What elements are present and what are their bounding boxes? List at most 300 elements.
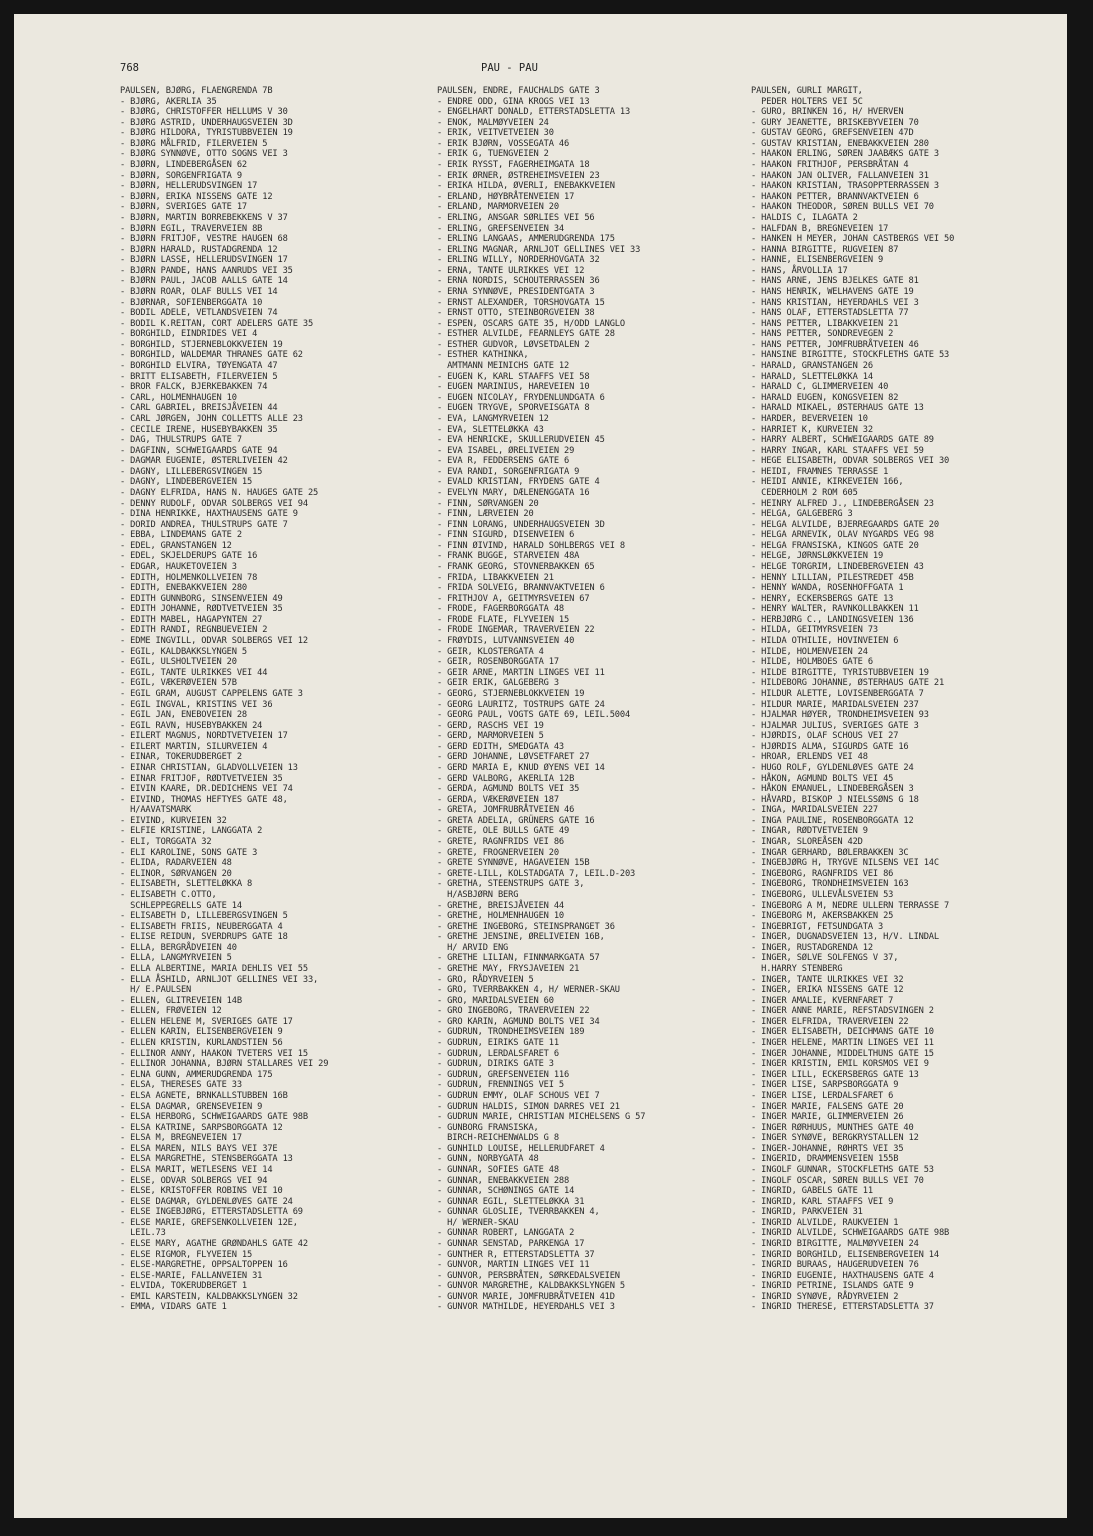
directory-entry: - HELGE TORGRIM, LINDEBERGVEIEN 43	[751, 562, 924, 573]
directory-entry: - ELFIE KRISTINE, LANGGATA 2	[120, 826, 263, 837]
directory-entry: - CARL, HOLMENHAUGEN 10	[120, 392, 237, 403]
directory-entry: - HANS OLAF, ETTERSTADSLETTA 77	[751, 308, 909, 319]
directory-entry: - ERIK G, TUENGVEIEN 2	[437, 149, 549, 160]
directory-entry: - ENOK, MALMØYVEIEN 24	[437, 117, 549, 128]
directory-entry: - GUDRUN EMMY, OLAF SCHOUS VEI 7	[437, 1090, 600, 1101]
directory-entry: - HARDER, BEVERVEIEN 10	[751, 413, 868, 424]
directory-entry: - EDITH GUNNBORG, SINSENVEIEN 49	[120, 593, 283, 604]
directory-entry: - HILDA OTHILIE, HOVINVEIEN 6	[751, 636, 899, 647]
directory-entry: - ELSA DAGMAR, GRENSEVEIEN 9	[120, 1101, 263, 1112]
directory-entry: - ELISE REIDUN, SVERDRUPS GATE 18	[120, 932, 288, 943]
directory-entry: - GUNNAR, SCHØNINGS GATE 14	[437, 1186, 575, 1197]
directory-entry: PEDER HOLTERS VEI 5C	[751, 96, 863, 107]
directory-entry: - INGAR, RØDTVETVEIEN 9	[751, 826, 868, 837]
directory-entry: - GRETHE JENSINE, ØRELIVEIEN 16B,	[437, 932, 605, 943]
scan-border-bottom	[0, 1518, 1093, 1536]
directory-entry: - HANS KRISTIAN, HEYERDAHLS VEI 3	[751, 297, 919, 308]
directory-entry: - ENGELHART DONALD, ETTERSTADSLETTA 13	[437, 107, 631, 118]
directory-entry: - GEIR, KLOSTERGATA 4	[437, 646, 544, 657]
directory-entry: - ESPEN, OSCARS GATE 35, H/ODD LANGLO	[437, 318, 625, 329]
directory-entry: - BJØRN PANDE, HANS AANRUDS VEI 35	[120, 265, 293, 276]
directory-entry: - GUDRUN MARIE, CHRISTIAN MICHELSENS G 57	[437, 1112, 646, 1123]
directory-entry: - HANS PETTER, LIBAKKVEIEN 21	[751, 318, 899, 329]
directory-entry: - FINN, SØRVANGEN 20	[437, 498, 539, 509]
directory-entry: - GEIR ARNE, MARTIN LINGES VEI 11	[437, 667, 605, 678]
directory-entry: - EGIL, KALDBAKKSLYNGEN 5	[120, 646, 248, 657]
directory-entry: - BJØRN, MARTIN BORREBEKKENS V 37	[120, 212, 288, 223]
directory-entry: - GRETHE LILIAN, FINNMARKGATA 57	[437, 953, 600, 964]
directory-entry: - ELLA, LANGMYRVEIEN 5	[120, 953, 232, 964]
directory-entry: - GERD, MARMORVEIEN 5	[437, 731, 544, 742]
directory-entry: - BJØRN FRITJOF, VESTRE HAUGEN 68	[120, 234, 288, 245]
directory-entry: - INGER ELFRIDA, TRAVERVEIEN 22	[751, 1016, 909, 1027]
directory-entry: - ESTHER KATHINKA,	[437, 350, 529, 361]
directory-entry: - INGER, SØLVE SOLFENGS V 37,	[751, 953, 899, 964]
directory-entry: - ELSE MARY, AGATHE GRØNDAHLS GATE 42	[120, 1239, 308, 1250]
directory-entry: - INGRID PETRINE, ISLANDS GATE 9	[751, 1281, 914, 1292]
directory-entry: - BORGHILD, STJERNEBLOKKVEIEN 19	[120, 339, 283, 350]
page-number: 768	[120, 62, 139, 74]
directory-entry: - ELSA MARIT, WETLESENS VEI 14	[120, 1164, 273, 1175]
directory-entry: - INGRID, KARL STAAFFS VEI 9	[751, 1196, 894, 1207]
directory-entry: - ERNA SYNNØVE, PRESIDENTGATA 3	[437, 286, 595, 297]
directory-entry: - EIVIND, THOMAS HEFTYES GATE 48,	[120, 794, 288, 805]
directory-entry: - BJØRN, ERIKA NISSENS GATE 12	[120, 191, 273, 202]
directory-entry: - ERLING LANGAAS, AMMERUDGRENDA 175	[437, 234, 615, 245]
directory-entry: - EVA ISABEL, ØRELIVEIEN 29	[437, 445, 575, 456]
directory-entry: - ELLA ÅSHILD, ARNLJOT GELLINES VEI 33,	[120, 974, 319, 985]
directory-entry: - HILDUR ALETTE, LOVISENBERGGATA 7	[751, 688, 924, 699]
directory-entry: - GRETE, RAGNFRIDS VEI 86	[437, 837, 565, 848]
directory-entry: - GUDRUN, TRONDHEIMSVEIEN 189	[437, 1027, 585, 1038]
directory-entry: - DAGNY, LILLEBERGSVINGEN 15	[120, 466, 263, 477]
directory-entry: - EGIL JAN, ENEBOVEIEN 28	[120, 710, 248, 721]
directory-entry: - INGEBORG M, AKERSBAKKEN 25	[751, 911, 894, 922]
directory-entry: - GUNTHER R, ETTERSTADSLETTA 37	[437, 1249, 595, 1260]
directory-entry: - DENNY RUDOLF, ODVAR SOLBERGS VEI 94	[120, 498, 308, 509]
directory-entry: - GRETHA, STEENSTRUPS GATE 3,	[437, 879, 585, 890]
directory-entry: - GUDRUN HALDIS, SIMON DARRES VEI 21	[437, 1101, 620, 1112]
directory-entry: - HANSINE BIRGITTE, STOCKFLETHS GATE 53	[751, 350, 950, 361]
directory-entry: - BJØRN, SVERIGES GATE 17	[120, 202, 248, 213]
directory-entry: - INGRID BIRGITTE, MALMØYVEIEN 24	[751, 1239, 919, 1250]
directory-entry: - EVA, SLETTELØKKA 43	[437, 424, 544, 435]
directory-entry: - GURO, BRINKEN 16, H/ HVERVEN	[751, 107, 904, 118]
directory-entry: - HANS HENRIK, WELHAVENS GATE 19	[751, 286, 914, 297]
directory-column-2	[437, 86, 747, 1313]
directory-entry: - HARRIET K, KURVEIEN 32	[751, 424, 873, 435]
directory-entry: - INGER, DUGNADSVEIEN 13, H/V. LINDAL	[751, 932, 939, 943]
directory-entry: - ERIK ØRNER, ØSTREHEIMSVEIEN 23	[437, 170, 600, 181]
directory-entry: - GRO, RÅDYRVEIEN 5	[437, 974, 534, 985]
directory-entry: - GUNBORG FRANSISKA,	[437, 1122, 539, 1133]
directory-entry: - GUDRUN, DIRIKS GATE 3	[437, 1059, 554, 1070]
directory-entry: - ELLEN HELENE M, SVERIGES GATE 17	[120, 1016, 293, 1027]
directory-entry: - HANS PETTER, JOMFRUBRÅTVEIEN 46	[751, 339, 919, 350]
directory-entry: - ERIK BJØRN, VOSSEGATA 46	[437, 138, 570, 149]
directory-entry: - DAGMAR EUGENIE, ØSTERLIVEIEN 42	[120, 456, 288, 467]
directory-entry: - HARALD, GRANSTANGEN 26	[751, 361, 873, 372]
directory-entry: - ELISABETH D, LILLEBERGSVINGEN 5	[120, 911, 288, 922]
directory-entry: - GUDRUN, GREFSENVEIEN 116	[437, 1069, 570, 1080]
directory-entry: - EDITH MABEL, HAGAPYNTEN 27	[120, 614, 263, 625]
directory-entry: - HÅVARD, BISKOP J NIELSSØNS G 18	[751, 794, 919, 805]
directory-entry: - INGEBORG, ULLEVÅLSVEIEN 53	[751, 889, 894, 900]
directory-entry: - INGA PAULINE, ROSENBORGGATA 12	[751, 815, 914, 826]
directory-entry: - GERDA, AGMUND BOLTS VEI 35	[437, 784, 580, 795]
directory-entry: - EVA R, FEDDERSENS GATE 6	[437, 456, 570, 467]
directory-entry: - INGAR, SLOREÅSEN 42D	[751, 837, 863, 848]
directory-entry: - GRO, MARIDALSVEIEN 60	[437, 995, 554, 1006]
directory-entry: - GEORG PAUL, VOGTS GATE 69, LEIL.5004	[437, 710, 631, 721]
directory-entry: - GUNVOR MATHILDE, HEYERDAHLS VEI 3	[437, 1302, 615, 1313]
directory-entry: - ELLEN, FRØVEIEN 12	[120, 1006, 222, 1017]
directory-entry: - GUSTAV KRISTIAN, ENEBAKKVEIEN 280	[751, 138, 929, 149]
directory-entry: - HAAKON THEODOR, SØREN BULLS VEI 70	[751, 202, 934, 213]
directory-entry: - EGIL, ULSHOLTVEIEN 20	[120, 657, 237, 668]
directory-entry: - GRO, TVERRBAKKEN 4, H/ WERNER-SKAU	[437, 985, 620, 996]
directory-entry: - GUNNAR GLOSLIE, TVERRBAKKEN 4,	[437, 1207, 600, 1218]
directory-entry: - FRANK GEORG, STOVNERBAKKEN 65	[437, 562, 595, 573]
scan-border-left	[0, 0, 14, 1536]
directory-entry: - GRETA, JOMFRUBRÅTVEIEN 46	[437, 805, 575, 816]
directory-entry: - GERDA, VÆKERØVEIEN 187	[437, 794, 559, 805]
directory-entry: - HILDE, HOLMBOES GATE 6	[751, 657, 873, 668]
directory-entry: - GRETHE, HOLMENHAUGEN 10	[437, 911, 565, 922]
directory-entry: - HILDUR MARIE, MARIDALSVEIEN 237	[751, 699, 919, 710]
directory-entry: - HARRY INGAR, KARL STAAFFS VEI 59	[751, 445, 924, 456]
directory-entry: CEDERHOLM 2 ROM 605	[751, 487, 858, 498]
directory-entry: - HENRY, ECKERSBERGS GATE 13	[751, 593, 894, 604]
directory-entry: - GUNVOR MARIE, JOMFRUBRÅTVEIEN 41D	[437, 1291, 615, 1302]
directory-entry: - BJØRG ASTRID, UNDERHAUGSVEIEN 3D	[120, 117, 293, 128]
directory-entry: - HELGA ALVILDE, BJERREGAARDS GATE 20	[751, 519, 939, 530]
directory-entry: - EILERT MARTIN, SILURVEIEN 4	[120, 741, 268, 752]
directory-entry: - EILERT MAGNUS, NORDTVETVEIEN 17	[120, 731, 288, 742]
directory-entry: - ERLAND, MARMORVEIEN 20	[437, 202, 559, 213]
directory-entry: - HENNY WANDA, ROSENHOFFGATA 1	[751, 583, 904, 594]
directory-entry: - GERD EDITH, SMEDGATA 43	[437, 741, 565, 752]
directory-entry: - CARL JØRGEN, JOHN COLLETTS ALLE 23	[120, 413, 303, 424]
directory-entry: - BORGHILD ELVIRA, TØYENGATA 47	[120, 361, 278, 372]
directory-entry: LEIL.73	[120, 1228, 166, 1239]
directory-entry: - HELGA FRANSISKA, KINGOS GATE 20	[751, 540, 919, 551]
directory-entry: BIRCH-REICHENWALDS G 8	[437, 1133, 559, 1144]
directory-entry: - ERNA, TANTE ULRIKKES VEI 12	[437, 265, 585, 276]
directory-entry: - GUNVOR MARGRETHE, KALDBAKKSLYNGEN 5	[437, 1281, 625, 1292]
directory-entry: - HENRY WALTER, RAVNKOLLBAKKEN 11	[751, 604, 919, 615]
directory-entry: - ELSE RIGMOR, FLYVEIEN 15	[120, 1249, 253, 1260]
scan-border-top	[0, 0, 1093, 14]
directory-entry: - EDITH, ENEBAKKVEIEN 280	[120, 583, 248, 594]
directory-entry: - GEIR ERIK, GALGEBERG 3	[437, 678, 559, 689]
directory-entry: - GEORG, STJERNEBLOKKVEIEN 19	[437, 688, 585, 699]
directory-entry: - ELSA, THERESES GATE 33	[120, 1080, 242, 1091]
directory-entry: - INGEBORG, RAGNFRIDS VEI 86	[751, 868, 894, 879]
directory-entry: - BODIL K.REITAN, CORT ADELERS GATE 35	[120, 318, 314, 329]
directory-entry: - HJALMAR JULIUS, SVERIGES GATE 3	[751, 720, 919, 731]
directory-entry: - INGERID, DRAMMENSVEIEN 155B	[751, 1154, 899, 1165]
directory-entry: - INGEBORG, TRONDHEIMSVEIEN 163	[751, 879, 909, 890]
directory-entry: - HEINRY ALFRED J., LINDEBERGÅSEN 23	[751, 498, 934, 509]
directory-entry: - BJØRG, AKERLIA 35	[120, 96, 217, 107]
directory-entry: - ELSE, ODVAR SOLBERGS VEI 94	[120, 1175, 268, 1186]
directory-entry: H/ E.PAULSEN	[120, 985, 192, 996]
directory-entry: - INGER MARIE, GLIMMERVEIEN 26	[751, 1112, 904, 1123]
directory-entry: - EBBA, LINDEMANS GATE 2	[120, 530, 242, 541]
directory-entry: - INGRID SYNØVE, RÅDYRVEIEN 2	[751, 1291, 899, 1302]
directory-entry: - HILDE, HOLMENVEIEN 24	[751, 646, 868, 657]
directory-entry: - GUDRUN, EIRIKS GATE 11	[437, 1038, 559, 1049]
directory-entry: - ELSE-MARIE, FALLANVEIEN 31	[120, 1270, 263, 1281]
directory-entry: - INGER LILL, ECKERSBERGS GATE 13	[751, 1069, 919, 1080]
directory-entry: PAULSEN, GURLI MARGIT,	[751, 86, 863, 96]
directory-entry: - HILDA, GEITMYRSVEIEN 73	[751, 625, 879, 636]
directory-entry: - BJØRN, SORGENFRIGATA 9	[120, 170, 242, 181]
directory-entry: - EMMA, VIDARS GATE 1	[120, 1302, 227, 1313]
directory-entry: - INGOLF OSCAR, SØREN BULLS VEI 70	[751, 1175, 924, 1186]
directory-entry: - EINAR CHRISTIAN, GLADVOLLVEIEN 13	[120, 763, 298, 773]
running-head: PAU - PAU	[481, 62, 538, 74]
directory-entry: - HEIDI ANNIE, KIRKEVEIEN 166,	[751, 477, 904, 488]
directory-entry: - ERIK, VEITVETVEIEN 30	[437, 128, 554, 139]
directory-entry: - INGER ANNE MARIE, REFSTADSVINGEN 2	[751, 1006, 934, 1017]
directory-entry: - HALFDAN B, BREGNEVEIEN 17	[751, 223, 889, 234]
directory-entry: - INGOLF GUNNAR, STOCKFLETHS GATE 53	[751, 1164, 934, 1175]
directory-entry: - ERLAND, HØYBRÅTENVEIEN 17	[437, 191, 575, 202]
directory-entry: PAULSEN, ENDRE, FAUCHALDS GATE 3	[437, 86, 600, 96]
directory-entry: - EDGAR, HAUKETOVEIEN 3	[120, 562, 237, 573]
directory-entry: - GUNNAR ROBERT, LANGGATA 2	[437, 1228, 575, 1239]
directory-entry: - ELVIDA, TOKERUDBERGET 1	[120, 1281, 248, 1292]
directory-entry: - BODIL ADELE, VETLANDSVEIEN 74	[120, 308, 278, 319]
directory-entry: - INGRID, GABELS GATE 11	[751, 1186, 873, 1197]
directory-entry: - EDITH RANDI, REGNBUEVEIEN 2	[120, 625, 268, 636]
directory-entry: - DAGNY ELFRIDA, HANS N. HAUGES GATE 25	[120, 487, 319, 498]
directory-entry: - ELI KAROLINE, SONS GATE 3	[120, 847, 258, 858]
directory-entry: - DORID ANDREA, THULSTRUPS GATE 7	[120, 519, 288, 530]
directory-entry: - EVALD KRISTIAN, FRYDENS GATE 4	[437, 477, 600, 488]
directory-entry: - FINN SIGURD, DISENVEIEN 6	[437, 530, 575, 541]
directory-entry: - ERNA NORDIS, SCHOUTERRASSEN 36	[437, 276, 600, 287]
directory-entry: SCHLEPPEGRELLS GATE 14	[120, 900, 242, 911]
directory-entry: - HILDE BIRGITTE, TYRISTUBBVEIEN 19	[751, 667, 929, 678]
directory-entry: - HALDIS C, ILAGATA 2	[751, 212, 858, 223]
directory-entry: - GRETA ADELIA, GRÜNERS GATE 16	[437, 815, 595, 826]
directory-entry: - GRETE, FROGNERVEIEN 20	[437, 847, 559, 858]
directory-entry: - GUNNAR SENSTAD, PARKENGA 17	[437, 1239, 585, 1250]
directory-entry: - ERNST ALEXANDER, TORSHOVGATA 15	[437, 297, 605, 308]
directory-entry: - INGER JOHANNE, MIDDELTHUNS GATE 15	[751, 1048, 934, 1059]
directory-entry: - BRITT ELISABETH, FILERVEIEN 5	[120, 371, 278, 382]
directory-entry: - ESTHER GUDVOR, LØVSETDALEN 2	[437, 339, 590, 350]
directory-entry: - ELNA GUNN, AMMERUDGRENDA 175	[120, 1069, 273, 1080]
directory-entry: - GRO KARIN, AGMUND BOLTS VEI 34	[437, 1016, 600, 1027]
directory-entry: - ERNST OTTO, STEINBORGVEIEN 38	[437, 308, 595, 319]
directory-entry: - GUSTAV GEORG, GREFSENVEIEN 47D	[751, 128, 914, 139]
directory-entry: - FRODE INGEMAR, TRAVERVEIEN 22	[437, 625, 595, 636]
directory-entry: - HÅKON, AGMUND BOLTS VEI 45	[751, 773, 894, 784]
directory-entry: - HAAKON KRISTIAN, TRASOPPTERRASSEN 3	[751, 181, 939, 192]
directory-entry: H/ WERNER-SKAU	[437, 1217, 519, 1228]
directory-entry: - EDEL, SKJELDERUPS GATE 16	[120, 551, 258, 562]
directory-entry: - INGRID BORGHILD, ELISENBERGVEIEN 14	[751, 1249, 939, 1260]
directory-entry: - HAAKON PETTER, BRANNVAKTVEIEN 6	[751, 191, 919, 202]
directory-entry: - DAG, THULSTRUPS GATE 7	[120, 435, 242, 446]
directory-entry: - GUDRUN, LERDALSFARET 6	[437, 1048, 559, 1059]
directory-entry: H/ ARVID ENG	[437, 942, 509, 953]
directory-entry: - INGRID, PARKVEIEN 31	[751, 1207, 863, 1218]
directory-entry: - EGIL INGVAL, KRISTINS VEI 36	[120, 699, 273, 710]
directory-entry: - FINN ØIVIND, HARALD SOHLBERGS VEI 8	[437, 540, 625, 551]
directory-entry: - HERBJØRG C., LANDINGSVEIEN 136	[751, 614, 914, 625]
directory-entry: - ELSA AGNETE, BRNKALLSTUBBEN 16B	[120, 1090, 288, 1101]
directory-entry: - EGIL, VÆKERØVEIEN 57B	[120, 678, 237, 689]
directory-entry: - ELI, TORGGATA 32	[120, 837, 212, 848]
directory-entry: - HAAKON JAN OLIVER, FALLANVEIEN 31	[751, 170, 929, 181]
directory-entry: - ELSE, KRISTOFFER ROBINS VEI 10	[120, 1186, 283, 1197]
directory-entry: - ERLING WILLY, NORDERHOVGATA 32	[437, 255, 600, 266]
directory-entry: - ERLING, ANSGAR SØRLIES VEI 56	[437, 212, 595, 223]
directory-entry: - FRITHJOV A, GEITMYRSVEIEN 67	[437, 593, 590, 604]
directory-entry: - HARALD EUGEN, KONGSVEIEN 82	[751, 392, 899, 403]
directory-entry: - HELGA, GALGEBERG 3	[751, 509, 853, 520]
scan-border-right	[1067, 0, 1093, 1536]
directory-entry: - GURY JEANETTE, BRISKEBYVEIEN 70	[751, 117, 919, 128]
directory-entry: - EGIL GRAM, AUGUST CAPPELENS GATE 3	[120, 688, 303, 699]
directory-entry: - HJØRDIS, OLAF SCHOUS VEI 27	[751, 731, 899, 742]
directory-entry: - ELINOR, SØRVANGEN 20	[120, 868, 232, 879]
directory-entry: - GUNN, NORBYGATA 48	[437, 1154, 539, 1165]
directory-entry: - INGER KRISTIN, EMIL KORSMOS VEI 9	[751, 1059, 929, 1070]
directory-entry: - HANKEN H MEYER, JOHAN CASTBERGS VEI 50	[751, 234, 955, 245]
directory-entry: - INGRID ALVILDE, RAUKVEIEN 1	[751, 1217, 899, 1228]
directory-entry: - HENNY LILLIAN, PILESTREDET 45B	[751, 572, 914, 583]
directory-entry: - GUNNAR EGIL, SLETTELØKKA 31	[437, 1196, 585, 1207]
directory-entry: - HARRY ALBERT, SCHWEIGAARDS GATE 89	[751, 435, 934, 446]
directory-entry: - GUNVOR, MARTIN LINGES VEI 11	[437, 1260, 590, 1271]
directory-entry: - HJØRDIS ALMA, SIGURDS GATE 16	[751, 741, 909, 752]
directory-entry: - ELLINOR JOHANNA, BJØRN STALLARES VEI 29	[120, 1059, 329, 1070]
directory-entry: - GEIR, ROSENBORGGATA 17	[437, 657, 559, 668]
directory-entry: - EIVIN KAARE, DR.DEDICHENS VEI 74	[120, 784, 293, 795]
directory-entry: - INGER LISE, SARPSBORGGATA 9	[751, 1080, 899, 1091]
directory-entry: - CECILE IRENE, HUSEBYBAKKEN 35	[120, 424, 278, 435]
directory-entry: AMTMANN MEINICHS GATE 12	[437, 361, 570, 372]
directory-entry: - ELLA, BERGRÅDVEIEN 40	[120, 942, 237, 953]
directory-entry: - INGEBORG A M, NEDRE ULLERN TERRASSE 7	[751, 900, 950, 911]
directory-entry: - EINAR, TOKERUDBERGET 2	[120, 752, 242, 763]
directory-entry: - EINAR FRITJOF, RØDTVETVEIEN 35	[120, 773, 283, 784]
directory-entry: - GERD VALBORG, AKERLIA 12B	[437, 773, 575, 784]
directory-entry: - BROR FALCK, BJERKEBAKKEN 74	[120, 382, 268, 393]
directory-entry: - BJØRN HARALD, RUSTADGRENDA 12	[120, 244, 278, 255]
directory-entry: - EVA RANDI, SORGENFRIGATA 9	[437, 466, 580, 477]
directory-entry: - ELLEN KARIN, ELISENBERGVEIEN 9	[120, 1027, 283, 1038]
directory-entry: - EDEL, GRANSTANGEN 12	[120, 540, 232, 551]
directory-entry: - FRODE FLATE, FLYVEIEN 15	[437, 614, 570, 625]
directory-entry: - GRETE, OLE BULLS GATE 49	[437, 826, 570, 837]
directory-entry: - INGRID BURAAS, HAUGERUDVEIEN 76	[751, 1260, 919, 1271]
directory-entry: - INGER HELENE, MARTIN LINGES VEI 11	[751, 1038, 934, 1049]
directory-entry: - ERIKA HILDA, ØVERLI, ENEBAKKVEIEN	[437, 181, 615, 192]
directory-entry: - HARALD MIKAEL, ØSTERHAUS GATE 13	[751, 403, 924, 414]
directory-entry: - ERLING, GREFSENVEIEN 34	[437, 223, 565, 234]
directory-entry: - FRIDA SOLVEIG, BRANNVAKTVEIEN 6	[437, 583, 605, 594]
directory-entry: - INGRID EUGENIE, HAXTHAUSENS GATE 4	[751, 1270, 934, 1281]
directory-entry: - ELSE DAGMAR, GYLDENLØVES GATE 24	[120, 1196, 293, 1207]
directory-entry: - EUGEN NICOLAY, FRYDENLUNDGATA 6	[437, 392, 605, 403]
directory-entry: H.HARRY STENBERG	[751, 963, 843, 974]
directory-entry: PAULSEN, BJØRG, FLAENGRENDA 7B	[120, 86, 273, 96]
directory-entry: - GUDRUN, FRENNINGS VEI 5	[437, 1080, 565, 1091]
directory-entry: - ELSE-MARGRETHE, OPPSALTOPPEN 16	[120, 1260, 288, 1271]
directory-entry: - EVA HENRICKE, SKULLERUDVEIEN 45	[437, 435, 605, 446]
directory-entry: - ELISABETH C.OTTO,	[120, 889, 217, 900]
directory-entry: - BJØRN PAUL, JACOB AALLS GATE 14	[120, 276, 288, 287]
directory-entry: - HANS ARNE, JENS BJELKES GATE 81	[751, 276, 919, 287]
directory-entry: - GRETE-LILL, KOLSTADGATA 7, LEIL.D-203	[437, 868, 636, 879]
directory-entry: - HAAKON FRITHJOF, PERSBRÅTAN 4	[751, 160, 909, 171]
directory-column-1	[120, 86, 430, 1313]
directory-entry: - INGER, TANTE ULRIKKES VEI 32	[751, 974, 904, 985]
directory-entry: - EDME INGVILL, ODVAR SOLBERGS VEI 12	[120, 636, 308, 647]
directory-entry: - FRØYDIS, LUTVANNSVEIEN 40	[437, 636, 575, 647]
directory-entry: - FINN LORANG, UNDERHAUGSVEIEN 3D	[437, 519, 605, 530]
directory-entry: - ELISABETH FRIIS, NEUBERGGATA 4	[120, 921, 283, 932]
directory-entry: - EGIL RAVN, HUSEBYBAKKEN 24	[120, 720, 263, 731]
directory-entry: - ENDRE ODD, GINA KROGS VEI 13	[437, 96, 590, 107]
directory-entry: - ELLINOR ANNY, HAAKON TVETERS VEI 15	[120, 1048, 308, 1059]
directory-entry: - ELSE INGEBJØRG, ETTERSTADSLETTA 69	[120, 1207, 303, 1218]
directory-entry: - INGER ELISABETH, DEICHMANS GATE 10	[751, 1027, 934, 1038]
directory-entry: - INGER RØRHUUS, MUNTHES GATE 40	[751, 1122, 914, 1133]
directory-entry: - INGA, MARIDALSVEIEN 227	[751, 805, 879, 816]
directory-entry: - GRETHE MAY, FRYSJAVEIEN 21	[437, 963, 580, 974]
directory-entry: - INGER, RUSTADGRENDA 12	[751, 942, 873, 953]
directory-entry: - ELSA HERBORG, SCHWEIGAARDS GATE 98B	[120, 1112, 308, 1123]
directory-entry: - INGEBJØRG H, TRYGVE NILSENS VEI 14C	[751, 858, 939, 869]
directory-entry: - HEIDI, FRAMNES TERRASSE 1	[751, 466, 889, 477]
directory-entry: - INGER SYNØVE, BERGKRYSTALLEN 12	[751, 1133, 919, 1144]
directory-entry: - HANNA BIRGITTE, RUGVEIEN 87	[751, 244, 899, 255]
directory-entry: - FRODE, FAGERBORGGATA 48	[437, 604, 565, 615]
directory-entry: - ERLING MAGNAR, ARNLJOT GELLINES VEI 33	[437, 244, 641, 255]
directory-entry: - EVELYN MARY, DÆLENENGGATA 16	[437, 487, 590, 498]
directory-entry: - BJØRG HILDORA, TYRISTUBBVEIEN 19	[120, 128, 293, 139]
directory-entry: - GUNNAR, SOFIES GATE 48	[437, 1164, 559, 1175]
directory-entry: - INGER-JOHANNE, RØHRTS VEI 35	[751, 1143, 904, 1154]
directory-entry: - INGER AMALIE, KVERNFARET 7	[751, 995, 894, 1006]
directory-entry: - INGRID THERESE, ETTERSTADSLETTA 37	[751, 1302, 934, 1313]
directory-entry: - BJØRN LASSE, HELLERUDSVINGEN 17	[120, 255, 288, 266]
directory-entry: - BORGHILD, WALDEMAR THRANES GATE 62	[120, 350, 303, 361]
directory-entry: - EUGEN MARINIUS, HAREVEIEN 10	[437, 382, 590, 393]
directory-entry: - GUNHILD LOUISE, HELLERUDFARET 4	[437, 1143, 605, 1154]
directory-entry: - HELGA ARNEVIK, OLAV NYGARDS VEG 98	[751, 530, 934, 541]
directory-entry: - ELSA M, BREGNEVEIEN 17	[120, 1133, 242, 1144]
directory-entry: - ELSA MARGRETHE, STENSBERGGATA 13	[120, 1154, 293, 1165]
directory-entry: - EIVIND, KURVEIEN 32	[120, 815, 227, 826]
directory-entry: - EDITH JOHANNE, RØDTVETVEIEN 35	[120, 604, 283, 615]
directory-entry: - GRETHE, BREISJÅVEIEN 44	[437, 900, 565, 911]
directory-entry: - BORGHILD, EINDRIDES VEI 4	[120, 329, 258, 340]
directory-entry: - BJØRN ROAR, OLAF BULLS VEI 14	[120, 286, 278, 297]
directory-entry: - BJØRN, LINDEBERGÅSEN 62	[120, 160, 248, 171]
directory-entry: - HAAKON ERLING, SØREN JAABÆKS GATE 3	[751, 149, 939, 160]
directory-entry: - ELLA ALBERTINE, MARIA DEHLIS VEI 55	[120, 963, 308, 974]
directory-entry: - GERD JOHANNE, LØVSETFARET 27	[437, 752, 590, 763]
